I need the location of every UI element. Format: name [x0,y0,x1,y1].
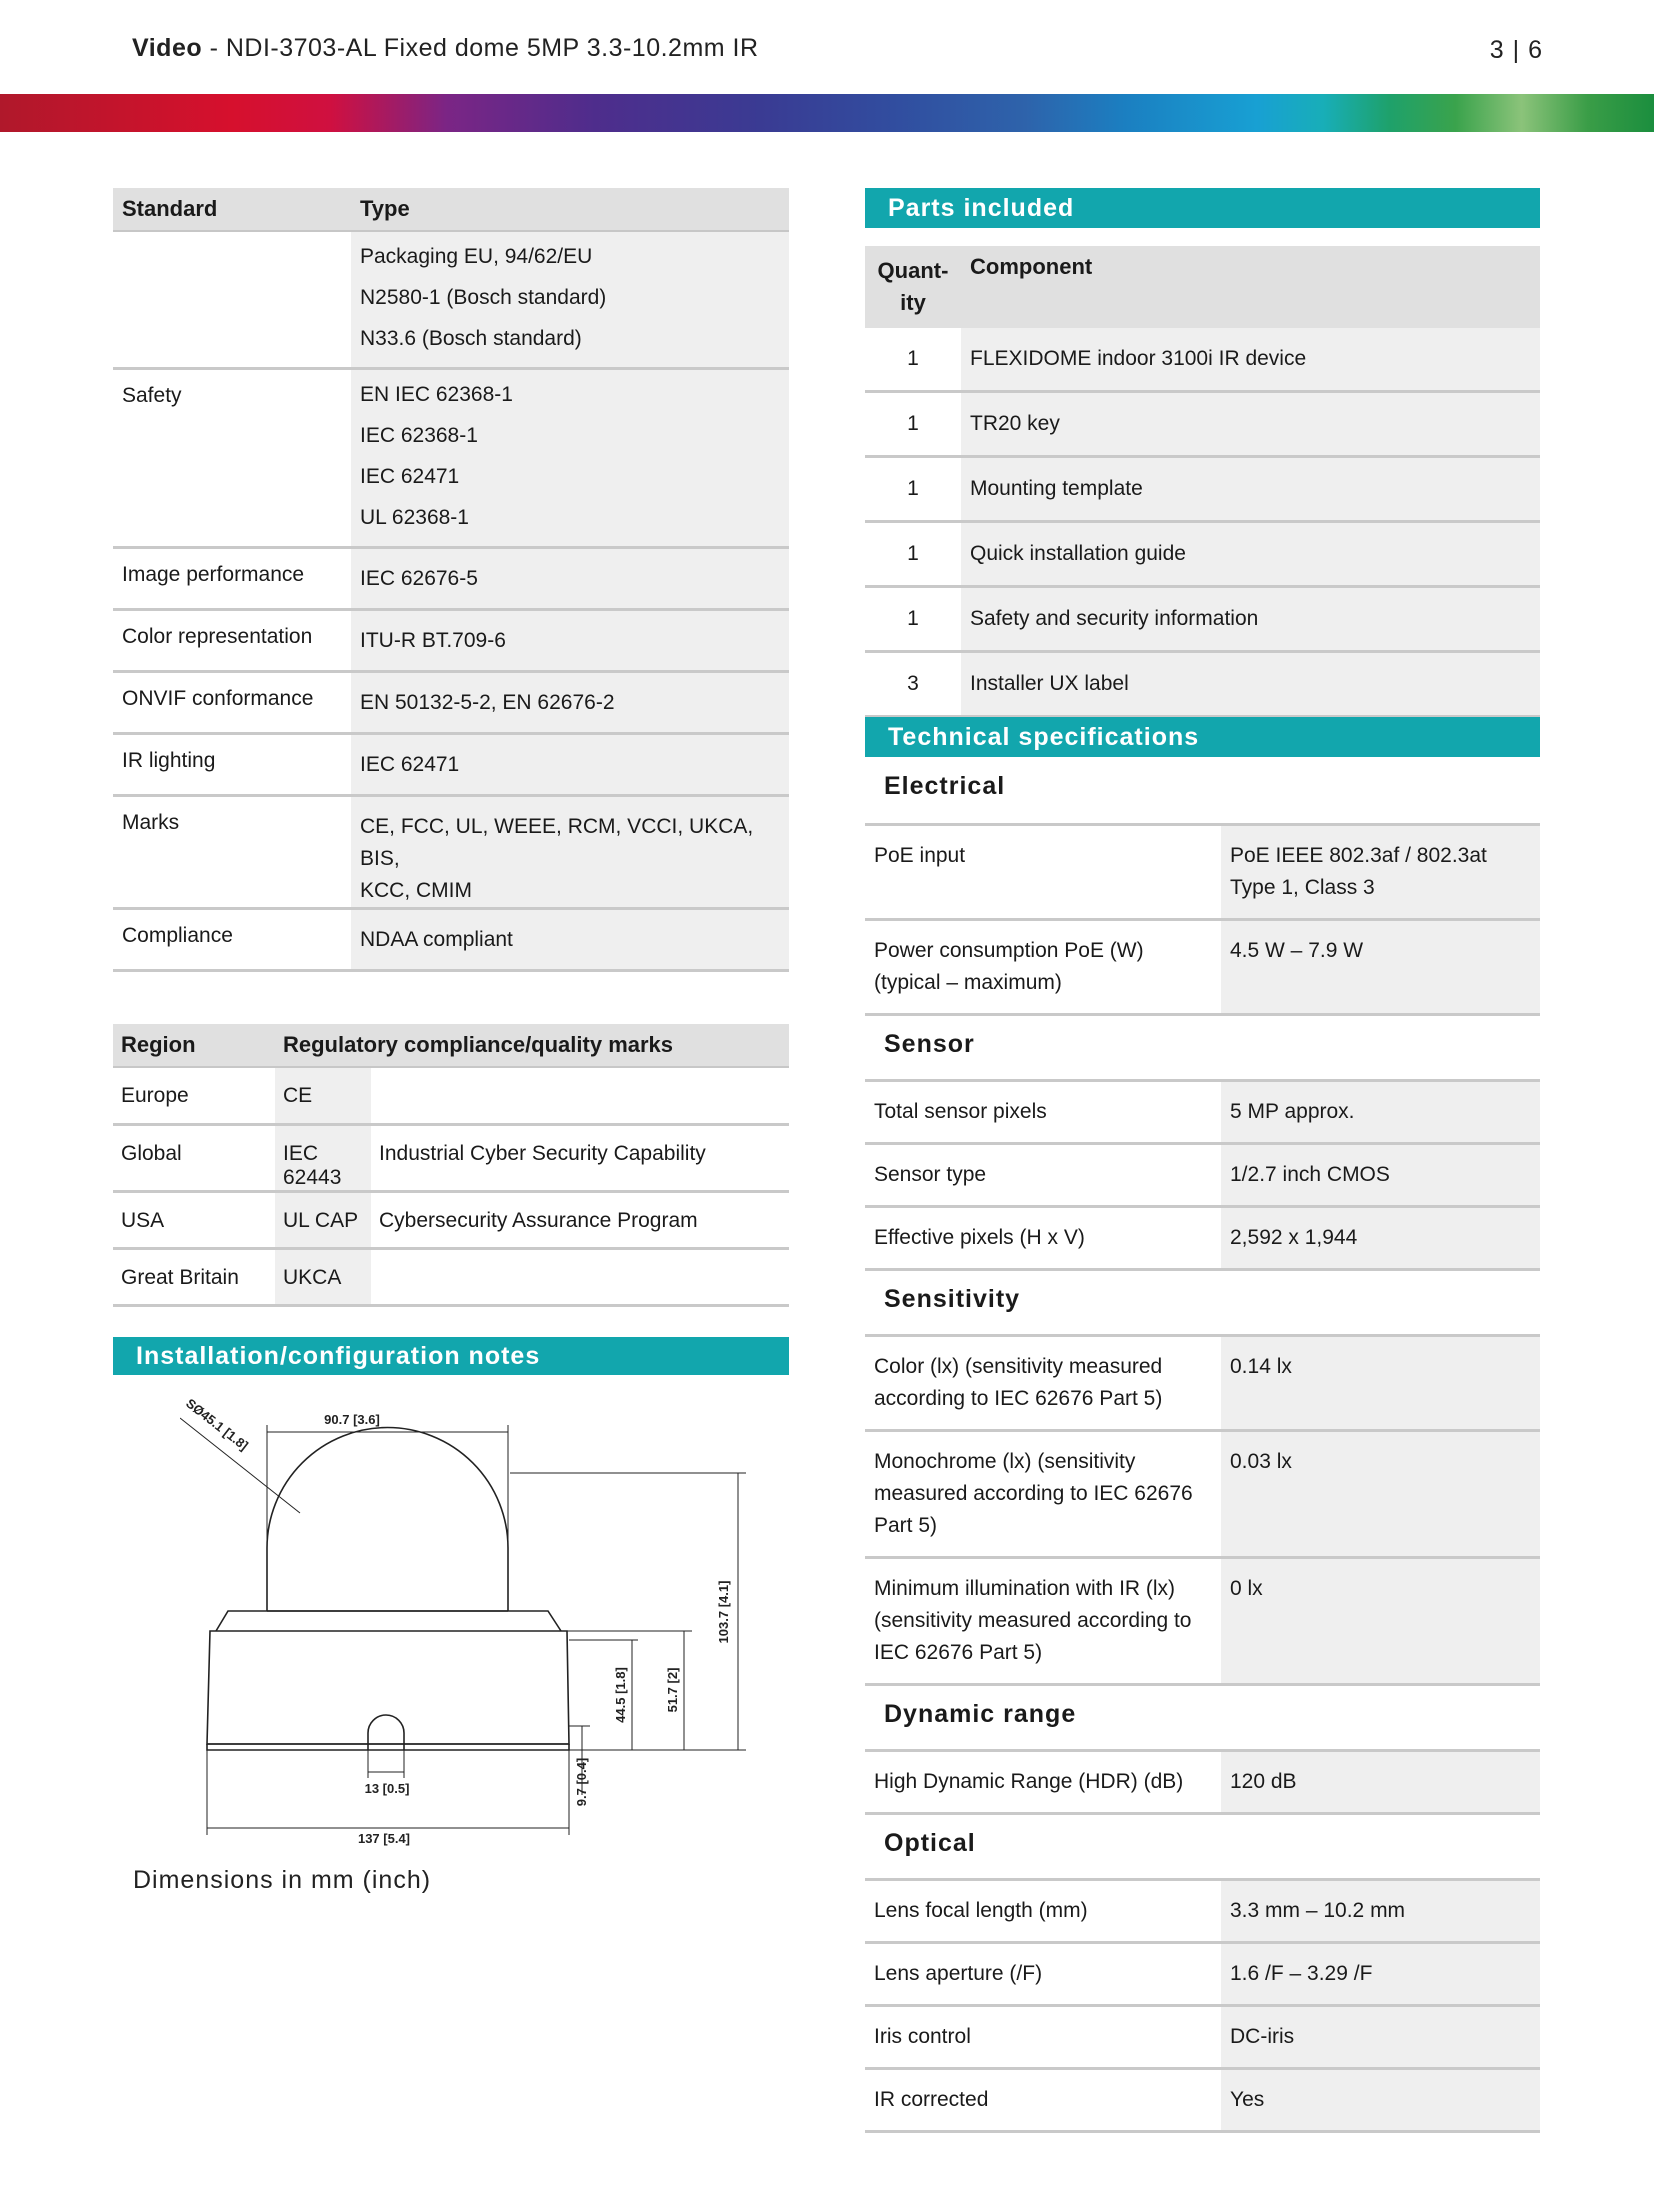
regulatory-mark: UL CAP [275,1191,371,1248]
table-row [113,548,789,610]
spec-key: Color (lx) (sensitivity measured according to IEC 62676 Part 5) [865,1335,1221,1430]
parts-qty: 1 [865,328,961,392]
dim-dome-top: 90.7 [3.6] [324,1412,380,1427]
spec-value: 4.5 W – 7.9 W [1221,919,1540,1014]
spec-value: 3.3 mm – 10.2 mm [1221,1879,1540,1942]
parts-qty: 1 [865,587,961,652]
parts-component: TR20 key [961,392,1540,457]
table-row [865,2068,1540,2131]
parts-component: Mounting template [961,457,1540,522]
spec-key: PoE input [865,824,1221,919]
tech-section-name: Electrical [865,750,1540,824]
spec-key: IR corrected [865,2068,1221,2131]
spec-key: Minimum illumination with IR (lx) (sensitivity measured according to IEC 62676 Part 5) [865,1557,1221,1684]
table-row [113,734,789,796]
standards-value: N2580-1 (Bosch standard) [360,286,607,309]
standards-value: CE, FCC, UL, WEEE, RCM, VCCI, UKCA, BIS, [360,815,754,870]
regulatory-region: Global [113,1124,275,1191]
spec-key: Lens aperture (/F) [865,1942,1221,2005]
parts-component: FLEXIDOME indoor 3100i IR device [961,328,1540,392]
parts-col-component: Component [961,246,1540,328]
table-row [865,1080,1540,1143]
standards-values [351,369,789,548]
spec-value: 120 dB [1221,1750,1540,1813]
spec-value: Yes [1221,2068,1540,2131]
standards-values [351,796,789,909]
table-row [865,1430,1540,1557]
table-row [865,652,1540,717]
standards-value: EN IEC 62368-1 [360,383,513,406]
parts-component: Quick installation guide [961,522,1540,587]
regulatory-mark: CE [275,1067,371,1124]
standards-name: Image performance [113,548,351,610]
header-title-bold: Video [132,34,203,62]
parts-qty: 1 [865,392,961,457]
table-row [865,328,1540,392]
tech-section-optical [865,1813,1540,1879]
table-row [113,1124,789,1191]
table-row [865,1143,1540,1206]
dimension-diagram [180,1390,760,1850]
standards-value: UL 62368-1 [360,506,469,529]
table-row [113,909,789,971]
tech-section-sensitivity [865,1269,1540,1335]
table-row [865,522,1540,587]
standards-value: EN 50132-5-2, EN 62676-2 [351,672,789,734]
standards-name: Marks [113,796,351,909]
standards-name: IR lighting [113,734,351,796]
spec-key: Power consumption PoE (W) (typical – maximum) [865,919,1221,1014]
standards-value: Packaging EU, 94/62/EU [360,245,593,268]
table-row [865,1942,1540,2005]
standards-value: IEC 62368-1 [360,424,478,447]
standards-table [113,188,789,972]
parts-qty: 1 [865,522,961,587]
header-title-rest: - NDI-3703-AL Fixed dome 5MP 3.3-10.2mm IR [202,34,759,62]
dome-outline [267,1428,508,1612]
table-row [113,610,789,672]
parts-included-title: Parts included [865,188,1540,228]
parts-header-row [865,246,1540,328]
standards-value: NDAA compliant [351,909,789,971]
regulatory-desc: Cybersecurity Assurance Program [371,1191,789,1248]
spec-value: DC-iris [1221,2005,1540,2068]
standards-name: Safety [113,369,351,548]
regulatory-mark: IEC 62443 [275,1124,371,1191]
spec-value: 2,592 x 1,944 [1221,1206,1540,1269]
dim-radius: SØ45.1 [1.8] [183,1395,252,1454]
standards-header-row [113,188,789,231]
dim-height-mid: 44.5 [1.8] [613,1667,628,1723]
spec-key: Total sensor pixels [865,1080,1221,1143]
spec-value: PoE IEEE 802.3af / 802.3at Type 1, Class 3 [1221,824,1540,919]
standards-value: IEC 62471 [360,465,460,488]
spec-key: Sensor type [865,1143,1221,1206]
regulatory-desc [371,1248,789,1305]
spec-value: 1.6 /F – 3.29 /F [1221,1942,1540,2005]
dim-height-base: 9.7 [0.4] [574,1757,589,1807]
table-row [865,1750,1540,1813]
table-row [865,2005,1540,2068]
tech-section-name: Optical [865,1813,1540,1879]
table-row [865,457,1540,522]
spec-value: 5 MP approx. [1221,1080,1540,1143]
regulatory-header-row [113,1024,789,1067]
standards-col-standard: Standard [113,188,351,231]
parts-component: Installer UX label [961,652,1540,717]
brand-color-band [0,94,1654,132]
spec-key: Lens focal length (mm) [865,1879,1221,1942]
table-row [113,672,789,734]
dimensions-caption: Dimensions in mm (inch) [133,1866,432,1894]
installation-notes-title: Installation/configuration notes [113,1337,789,1375]
standards-name [113,231,351,369]
parts-table [865,246,1540,718]
table-row [865,392,1540,457]
parts-qty: 3 [865,652,961,717]
standards-name: Compliance [113,909,351,971]
page-header-title [132,34,759,63]
parts-col-quantity-line1: Quant- [877,258,949,283]
standards-values [351,231,789,369]
standards-value: ITU-R BT.709-6 [351,610,789,672]
dim-width-base: 137 [5.4] [357,1831,411,1846]
tech-section-electrical [865,750,1540,824]
standards-col-type: Type [351,188,789,231]
parts-col-quantity [865,246,961,328]
page-number: 3 | 6 [1489,36,1543,64]
table-row [865,587,1540,652]
regulatory-region: USA [113,1191,275,1248]
parts-component: Safety and security information [961,587,1540,652]
table-row [865,1206,1540,1269]
tech-section-dynamic-range [865,1684,1540,1750]
spec-key: Monochrome (lx) (sensitivity measured according to IEC 62676 Part 5) [865,1430,1221,1557]
table-row [113,796,789,909]
standards-value: KCC, CMIM [360,879,472,902]
table-row [865,824,1540,919]
standards-value: N33.6 (Bosch standard) [360,327,582,350]
spec-value: 0.03 lx [1221,1430,1540,1557]
standards-value: IEC 62471 [351,734,789,796]
regulatory-col-marks: Regulatory compliance/quality marks [275,1024,789,1067]
regulatory-col-region: Region [113,1024,275,1067]
tech-section-name: Sensitivity [865,1269,1540,1335]
parts-col-quantity-line2: ity [900,290,926,315]
tech-section-sensor [865,1014,1540,1080]
parts-qty: 1 [865,457,961,522]
spec-value: 0 lx [1221,1557,1540,1684]
spec-key: Iris control [865,2005,1221,2068]
regulatory-region: Europe [113,1067,275,1124]
regulatory-region: Great Britain [113,1248,275,1305]
regulatory-desc: Industrial Cyber Security Capability [371,1124,789,1191]
tech-section-name: Sensor [865,1014,1540,1080]
tech-section-name: Dynamic range [865,1684,1540,1750]
table-row [865,1879,1540,1942]
table-row [865,1335,1540,1430]
spec-value: 0.14 lx [1221,1335,1540,1430]
dim-height-total: 103.7 [4.1] [716,1580,731,1644]
regulatory-mark: UKCA [275,1248,371,1305]
table-row [865,919,1540,1014]
tech-specs-title: Technical specifications [865,717,1540,757]
table-row [113,369,789,548]
regulatory-desc [371,1067,789,1124]
dim-notch: 13 [0.5] [364,1781,410,1796]
regulatory-table [113,1024,789,1307]
standards-name: Color representation [113,610,351,672]
dim-height-body: 51.7 [2] [665,1667,680,1713]
table-row [113,1248,789,1305]
spec-key: High Dynamic Range (HDR) (dB) [865,1750,1221,1813]
table-row [113,1067,789,1124]
spec-key: Effective pixels (H x V) [865,1206,1221,1269]
tech-specs-table [865,750,1540,2133]
table-row [113,1191,789,1248]
table-row [865,1557,1540,1684]
standards-name: ONVIF conformance [113,672,351,734]
standards-value: IEC 62676-5 [351,548,789,610]
spec-value: 1/2.7 inch CMOS [1221,1143,1540,1206]
table-row [113,231,789,369]
